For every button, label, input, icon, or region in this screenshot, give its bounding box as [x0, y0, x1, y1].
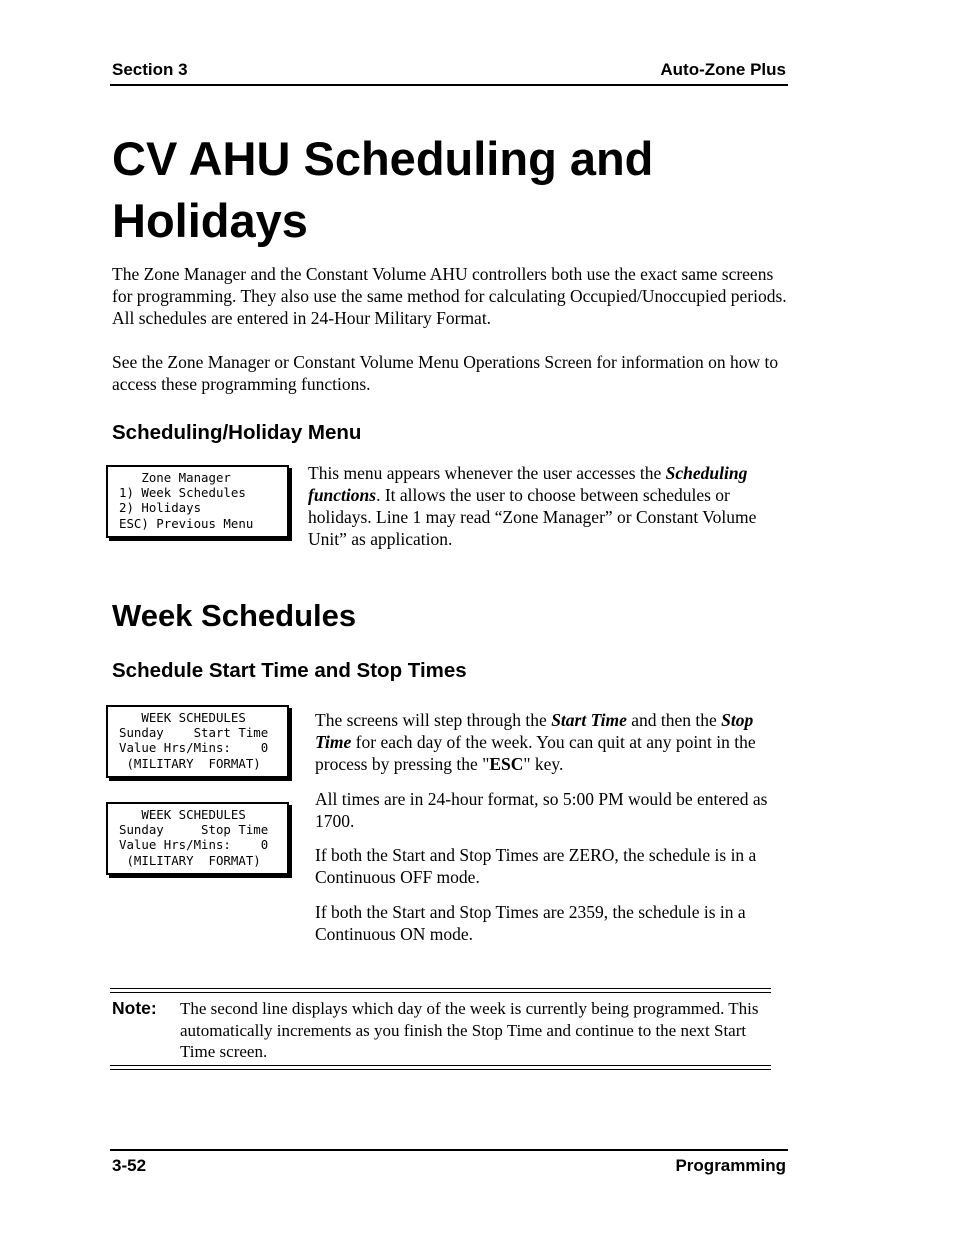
- lcd-line: 2) Holidays: [119, 500, 202, 516]
- week-schedules-heading: Week Schedules: [112, 598, 357, 633]
- note-rule-bottom-inner: [110, 1069, 771, 1070]
- lcd-line: Zone Manager: [119, 470, 231, 485]
- scheduling-menu-description: [308, 462, 792, 550]
- text: for each day of the week. You can quit at any point in the process by pressing the ": [315, 732, 756, 774]
- stop-time-term: Stop Time: [315, 710, 754, 752]
- lcd-line: ESC) Previous Menu: [119, 515, 254, 531]
- header-rule: [110, 84, 788, 86]
- note-rule-top: [110, 988, 771, 989]
- lcd-line: WEEK SCHEDULES: [119, 807, 246, 822]
- header-section: Section 3: [112, 60, 188, 79]
- note-text: The second line displays which day of the week is currently being programmed. This automatically increments as you finish the Stop Time and continue to the next Start Time screen.: [180, 999, 759, 1061]
- desc-text: This menu appears whenever the user accesses the: [308, 463, 666, 483]
- footer-page-number: 3-52: [112, 1156, 147, 1175]
- week-paragraph-3: If both the Start and Stop Times are ZERO, the schedule is in a Continuous OFF mode.: [315, 845, 757, 887]
- footer-chapter: Programming: [675, 1156, 786, 1175]
- week-paragraph-2: All times are in 24-hour format, so 5:00 PM would be entered as 1700.: [315, 789, 768, 831]
- lcd-line: 1) Week Schedules: [119, 485, 246, 501]
- start-stop-subheading: Schedule Start Time and Stop Times: [112, 659, 467, 682]
- lcd-line: Value Hrs/Mins: 0: [119, 740, 269, 756]
- stop-time-lcd: [106, 802, 289, 875]
- scheduling-menu-lcd: [106, 465, 289, 538]
- esc-key-term: ESC: [489, 754, 524, 774]
- text: and then the: [626, 710, 722, 730]
- desc-emphasis: Scheduling functions: [308, 463, 748, 505]
- note-rule-bottom: [110, 1065, 771, 1066]
- desc-text: . It allows the user to choose between schedules or holidays. Line 1 may read “Zone Manager” or Constant Volume Unit” as application.: [308, 485, 757, 549]
- note-rule-top-inner: [110, 992, 771, 993]
- lcd-line: WEEK SCHEDULES: [119, 710, 246, 725]
- start-time-term: Start Time: [551, 710, 627, 730]
- text: " key.: [523, 754, 564, 774]
- intro-paragraph-2: See the Zone Manager or Constant Volume Menu Operations Screen for information on how to access these programming functions.: [112, 352, 779, 394]
- text: The screens will step through the: [315, 710, 552, 730]
- footer-rule: [110, 1149, 788, 1151]
- week-paragraph-1: [315, 709, 793, 775]
- note-label: Note:: [112, 998, 157, 1018]
- page-title: CV AHU Scheduling and Holidays: [112, 132, 654, 247]
- lcd-line: Sunday Stop Time: [119, 822, 269, 838]
- intro-paragraph-1: The Zone Manager and the Constant Volume AHU controllers both use the exact same screens for programming. They also use the same method for calculating Occupied/Unoccupied periods. All schedules are entered in 24-Hour Military Format.: [112, 264, 787, 328]
- lcd-line: Value Hrs/Mins: 0: [119, 837, 269, 853]
- lcd-line: (MILITARY FORMAT): [119, 852, 261, 868]
- lcd-line: (MILITARY FORMAT): [119, 755, 261, 771]
- start-time-lcd: [106, 705, 289, 778]
- scheduling-menu-heading: Scheduling/Holiday Menu: [112, 421, 362, 444]
- week-paragraph-4: If both the Start and Stop Times are 2359, the schedule is in a Continuous ON mode.: [315, 902, 746, 944]
- header-product: Auto-Zone Plus: [660, 60, 786, 79]
- lcd-line: Sunday Start Time: [119, 725, 269, 741]
